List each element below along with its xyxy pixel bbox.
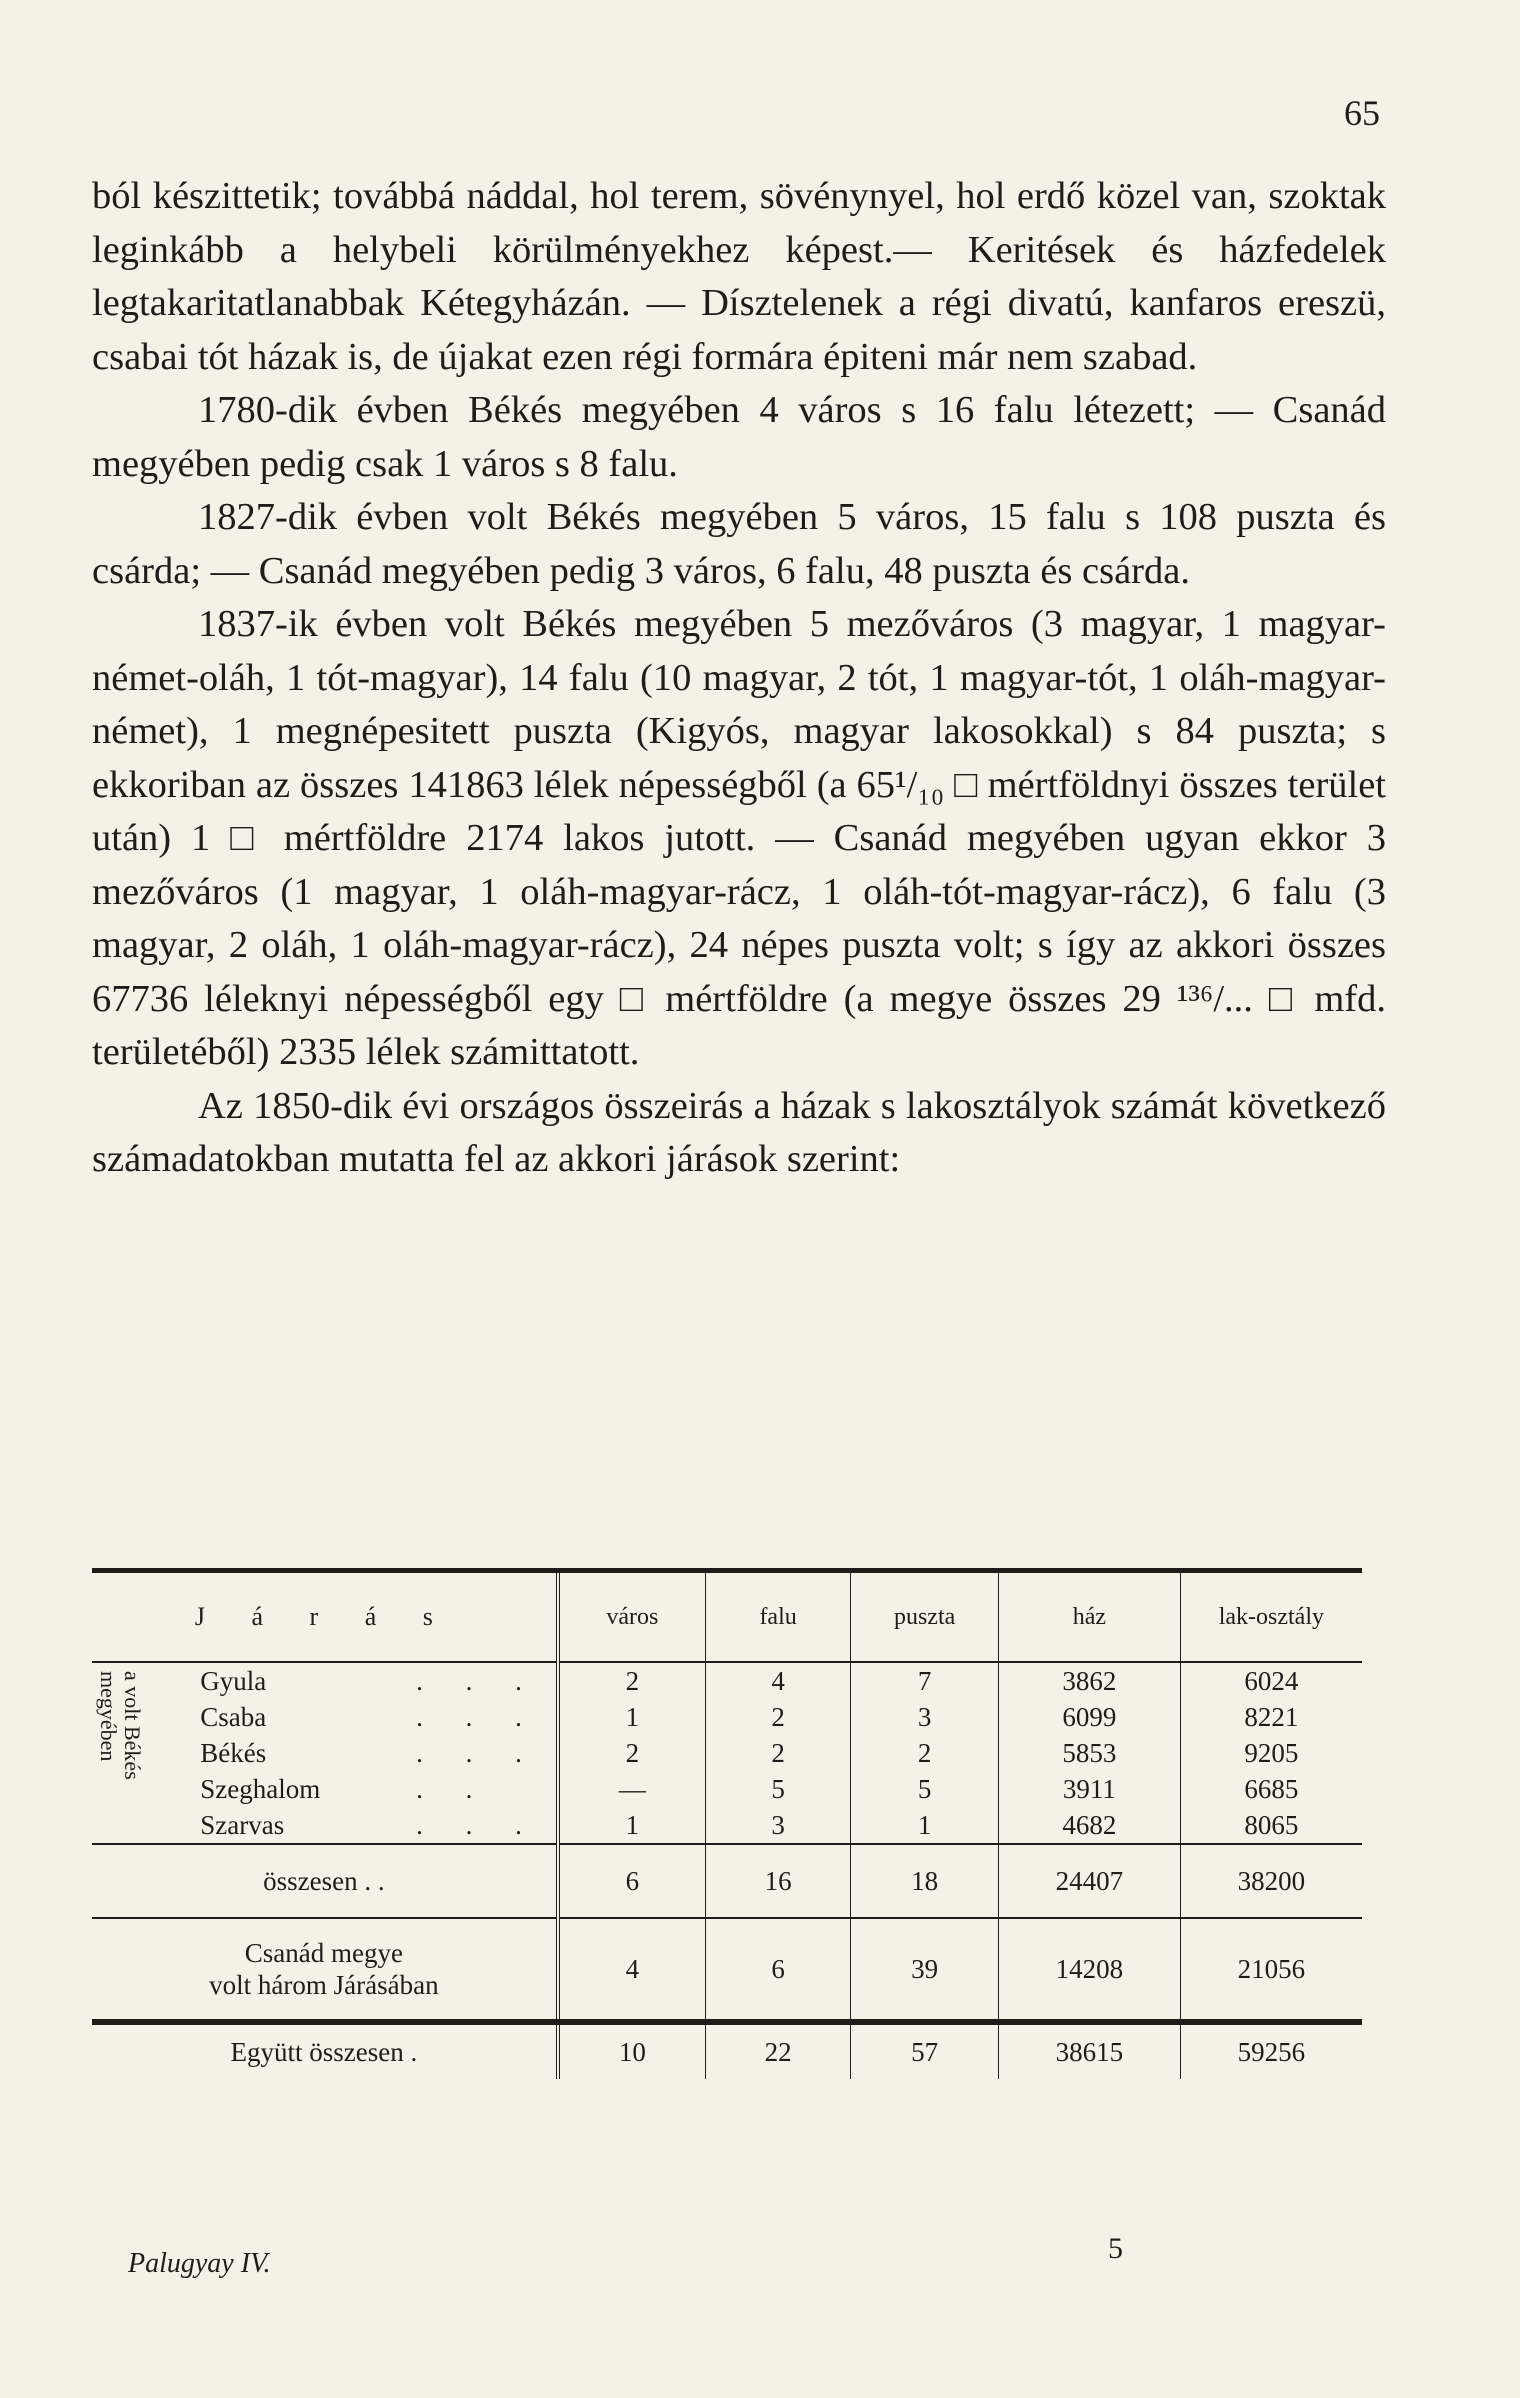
paragraph: 1827-dik évben volt Békés megyében 5 város, 15 falu s 108 puszta és csárda; — Csanád megyében pedig 3 város, 6 falu, 48 puszta és csárda. xyxy=(92,496,1386,592)
district-name: Gyula xyxy=(200,1666,267,1696)
csanad-label-line2: volt három Járásában xyxy=(209,1970,439,2000)
paragraph: Az 1850-dik évi országos összeirás a házak s lakosztályok számát következő számadatokban mutatta fel az akkori járások szerint: xyxy=(92,1084,1386,1180)
cell-varos: 4 xyxy=(558,1918,706,2022)
cell-varos: 2 xyxy=(558,1735,706,1771)
cell-lakosztaly: 9205 xyxy=(1180,1735,1362,1771)
cell-falu: 22 xyxy=(705,2022,850,2079)
cell-falu: 4 xyxy=(705,1662,850,1699)
header-jaras: J á r á s xyxy=(194,1602,453,1631)
cell-falu: 6 xyxy=(705,1918,850,2022)
sheet-number: 5 xyxy=(1108,2232,1123,2265)
cell-puszta: 7 xyxy=(851,1662,999,1699)
cell-falu: 5 xyxy=(705,1771,850,1807)
district-name: Békés xyxy=(200,1738,267,1768)
table-row xyxy=(92,1699,1362,1735)
paragraph: 1780-dik évben Békés megyében 4 város s 16 falu létezett; — Csanád megyében pedig csak 1 város s 8 falu. xyxy=(92,389,1386,485)
cell-puszta: 1 xyxy=(851,1807,999,1844)
district-name: Szarvas xyxy=(200,1810,285,1840)
table-row xyxy=(92,1771,1362,1807)
cell-varos: 1 xyxy=(558,1807,706,1844)
header-falu: falu xyxy=(705,1573,850,1662)
leader-dots: . . . xyxy=(416,1666,540,1696)
district-name: Szeghalom xyxy=(200,1774,321,1804)
cell-haz: 6099 xyxy=(998,1699,1180,1735)
table-header-row xyxy=(92,1573,1362,1662)
page-number: 65 xyxy=(1344,93,1380,133)
cell-lakosztaly: 8065 xyxy=(1180,1807,1362,1844)
cell-haz: 3862 xyxy=(998,1662,1180,1699)
table-row xyxy=(92,1807,1362,1844)
cell-puszta: 18 xyxy=(851,1844,999,1918)
paragraph: ból készittetik; továbbá náddal, hol terem, sövénynyel, hol erdő közel van, szoktak leginkább a helybeli körülményekhez képest.— Keritések és házfedelek legtakaritatlanabbak Kétegyházán. — Dísztelenek a régi divatú, kanfaros ereszü, csabai tót házak is, de újakat ezen régi formára épiteni már nem szabad. xyxy=(92,175,1386,378)
subtotal-row xyxy=(92,1844,1362,1918)
cell-lakosztaly: 21056 xyxy=(1180,1918,1362,2022)
header-haz: ház xyxy=(998,1573,1180,1662)
cell-haz: 4682 xyxy=(998,1807,1180,1844)
header-lakosztaly: lak-osztály xyxy=(1180,1573,1362,1662)
cell-falu: 2 xyxy=(705,1699,850,1735)
paragraph: 1837-ik évben volt Békés megyében 5 mezőváros (3 magyar, 1 magyar-német-oláh, 1 tót-magyar), 14 falu (10 magyar, 2 tót, 1 magyar-tót, 1 oláh-magyar-német), 1 megnépesitett puszta (Kigyós, magyar lakosokkal) s 84 puszta; s ekkoriban az összes 141863 lélek népességből (a 65¹/₁₀ □ mértföldnyi összes terület után) 1 □ mértföldre 2174 lakos jutott. — Csanád megyében ugyan ekkor 3 mezőváros (1 magyar, 1 oláh-magyar-rácz, 1 oláh-tót-magyar-rácz), 6 falu (3 magyar, 2 oláh, 1 oláh-magyar-rácz), 24 népes puszta volt; s így az akkori összes 67736 léleknyi népességből egy □ mértföldre (a megye összes 29 ¹³⁶/... □ mfd. területéből) 2335 lélek számittatott. xyxy=(92,603,1386,1073)
cell-varos: 2 xyxy=(558,1662,706,1699)
cell-falu: 2 xyxy=(705,1735,850,1771)
table-row xyxy=(92,1662,1362,1699)
printer-signature: Palugyay IV. xyxy=(128,2248,271,2279)
cell-lakosztaly: 6685 xyxy=(1180,1771,1362,1807)
grand-total-label: Együtt összesen . xyxy=(92,2022,558,2079)
csanad-label xyxy=(92,1918,558,2022)
cell-varos: 1 xyxy=(558,1699,706,1735)
cell-haz: 3911 xyxy=(998,1771,1180,1807)
cell-lakosztaly: 59256 xyxy=(1180,2022,1362,2079)
census-table xyxy=(92,1573,1362,2079)
leader-dots: . . . xyxy=(416,1810,540,1840)
header-puszta: puszta xyxy=(851,1573,999,1662)
cell-puszta: 39 xyxy=(851,1918,999,2022)
cell-haz: 5853 xyxy=(998,1735,1180,1771)
grand-total-row xyxy=(92,2022,1362,2079)
group-label-cell xyxy=(92,1662,194,1844)
leader-dots: . . . xyxy=(416,1702,540,1732)
group-label: a volt Békés megyében xyxy=(96,1671,145,1780)
cell-puszta: 2 xyxy=(851,1735,999,1771)
cell-puszta: 57 xyxy=(851,2022,999,2079)
cell-puszta: 5 xyxy=(851,1771,999,1807)
body-text xyxy=(92,170,1386,1187)
table-row xyxy=(92,1735,1362,1771)
csanad-row xyxy=(92,1918,1362,2022)
cell-varos: — xyxy=(558,1771,706,1807)
census-table-wrapper xyxy=(92,1568,1362,2079)
cell-falu: 3 xyxy=(705,1807,850,1844)
subtotal-label: összesen . . xyxy=(263,1866,385,1896)
leader-dots: . . xyxy=(416,1774,491,1804)
district-name: Csaba xyxy=(200,1702,267,1732)
cell-lakosztaly: 8221 xyxy=(1180,1699,1362,1735)
cell-varos: 6 xyxy=(558,1844,706,1918)
cell-haz: 38615 xyxy=(998,2022,1180,2079)
cell-varos: 10 xyxy=(558,2022,706,2079)
csanad-label-line1: Csanád megye xyxy=(244,1938,403,1968)
cell-lakosztaly: 6024 xyxy=(1180,1662,1362,1699)
cell-falu: 16 xyxy=(705,1844,850,1918)
header-varos: város xyxy=(558,1573,706,1662)
cell-haz: 24407 xyxy=(998,1844,1180,1918)
cell-haz: 14208 xyxy=(998,1918,1180,2022)
leader-dots: . . . xyxy=(416,1738,540,1768)
cell-puszta: 3 xyxy=(851,1699,999,1735)
cell-lakosztaly: 38200 xyxy=(1180,1844,1362,1918)
